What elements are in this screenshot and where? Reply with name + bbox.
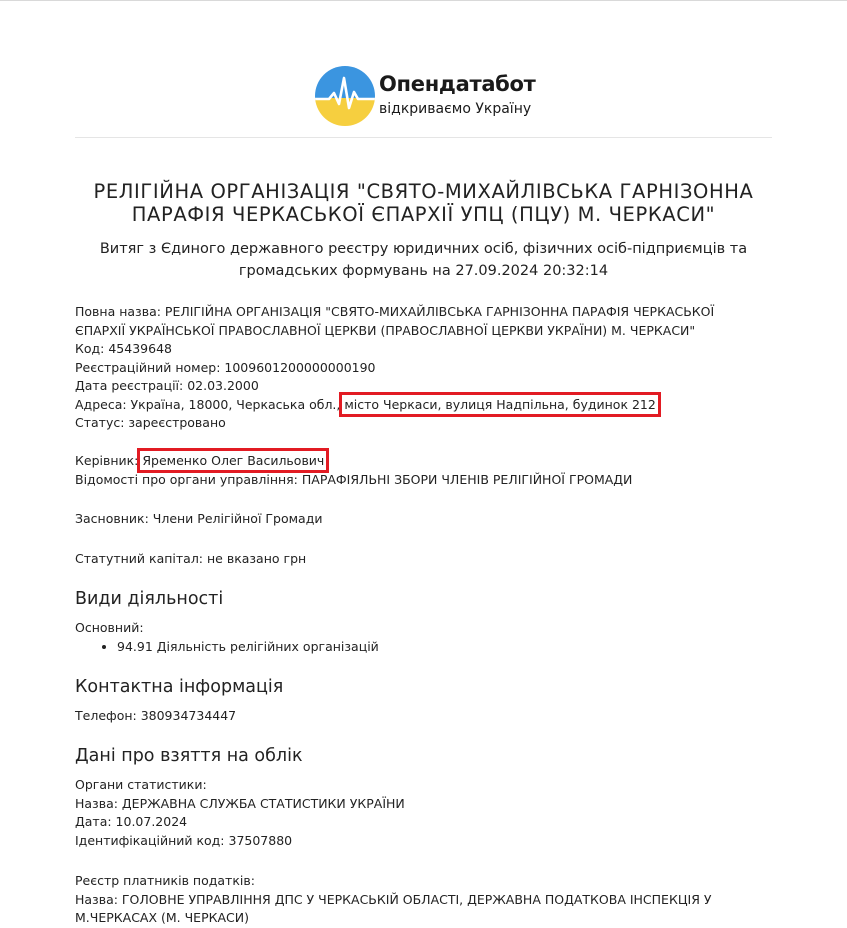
logo-name: Опендатабот xyxy=(379,72,536,96)
company-code: Код: 45439648 xyxy=(75,341,172,356)
founder-text: Засновник: Члени Релігійної Громади xyxy=(75,511,323,526)
address-prefix: Адреса: Україна, 18000, Черкаська обл., xyxy=(75,396,345,412)
registration-number: Реєстраційний номер: 1009601200000000190 xyxy=(75,359,376,375)
registration-heading: Дані про взяття на облік xyxy=(75,746,303,766)
document-subtitle xyxy=(75,238,772,282)
head-label: Керівник: xyxy=(75,453,143,468)
registration-details xyxy=(75,303,772,433)
tax-register-section xyxy=(75,872,772,928)
opendatabot-logo[interactable] xyxy=(315,66,555,128)
full-name-line-1: Повна назва: РЕЛІГІЙНА ОРГАНІЗАЦІЯ "СВЯТО-МИХАЙЛІВСЬКА ГАРНІЗОННА ПАРАФІЯ ЧЕРКАСЬКОЇ xyxy=(75,304,715,319)
management-details xyxy=(75,452,772,489)
stats-label: Органи статистики: xyxy=(75,777,207,792)
phone: Телефон: 380934734447 xyxy=(75,708,237,723)
logo-tagline: відкриваємо Україну xyxy=(379,101,532,117)
top-border xyxy=(0,0,847,1)
statistics-section xyxy=(75,776,772,850)
tax-label: Реєстр платників податків: xyxy=(75,873,255,888)
head-name-highlight: Яременко Олег Васильович xyxy=(142,453,325,468)
authorized-capital xyxy=(75,550,772,569)
title-line-2: ПАРАФІЯ ЧЕРКАСЬКОЇ ЄПАРХІЇ УПЦ (ПЦУ) М. ЧЕРКАСИ" xyxy=(131,203,716,226)
full-name-line-2: ЄПАРХІЇ УКРАЇНСЬКОЇ ПРАВОСЛАВНОЇ ЦЕРКВИ (ПРАВОСЛАВНОЇ ЦЕРКВИ УКРАЇНИ) М. ЧЕРКАСИ" xyxy=(75,322,696,338)
subtitle-line-2: громадських формувань на 27.09.2024 20:32:14 xyxy=(238,263,609,279)
stats-code: Ідентифікаційний код: 37507880 xyxy=(75,832,293,848)
logo-emblem-icon xyxy=(315,66,375,126)
tax-name-line-1: Назва: ГОЛОВНЕ УПРАВЛІННЯ ДПС У ЧЕРКАСЬКІЙ ОБЛАСТІ, ДЕРЖАВНА ПОДАТКОВА ІНСПЕКЦІЯ У xyxy=(75,891,712,907)
capital-text: Статутний капітал: не вказано грн xyxy=(75,551,307,566)
main-activity-label: Основний: xyxy=(75,620,144,635)
registration-date: Дата реєстрації: 02.03.2000 xyxy=(75,378,259,393)
head-row xyxy=(75,452,772,471)
contacts-heading: Контактна інформація xyxy=(75,677,284,697)
stats-date: Дата: 10.07.2024 xyxy=(75,814,188,829)
header-divider xyxy=(75,137,772,138)
address-highlight: місто Черкаси, вулиця Надпільна, будинок 212 xyxy=(344,396,656,412)
founder xyxy=(75,510,772,529)
subtitle-line-1: Витяг з Єдиного державного реєстру юридичних осіб, фізичних осіб-підприємців та xyxy=(99,241,748,257)
status: Статус: зареєстровано xyxy=(75,415,226,430)
tax-name-line-2: М.ЧЕРКАСАХ (М. ЧЕРКАСИ) xyxy=(75,910,249,925)
contacts-section xyxy=(75,707,772,726)
title-line-1: РЕЛІГІЙНА ОРГАНІЗАЦІЯ "СВЯТО-МИХАЙЛІВСЬКА ГАРНІЗОННА xyxy=(93,180,754,203)
address xyxy=(75,396,772,415)
activities-section xyxy=(75,619,772,656)
activity-list xyxy=(75,638,772,657)
stats-name: Назва: ДЕРЖАВНА СЛУЖБА СТАТИСТИКИ УКРАЇНИ xyxy=(75,795,405,811)
activity-item: • 94.91 Діяльність релігійних організацій xyxy=(117,638,772,657)
activities-heading: Види діяльності xyxy=(75,589,224,609)
document-title xyxy=(75,180,772,226)
governance-bodies: Відомості про органи управління: ПАРАФІЯЛЬНІ ЗБОРИ ЧЛЕНІВ РЕЛІГІЙНОЇ ГРОМАДИ xyxy=(75,471,633,487)
